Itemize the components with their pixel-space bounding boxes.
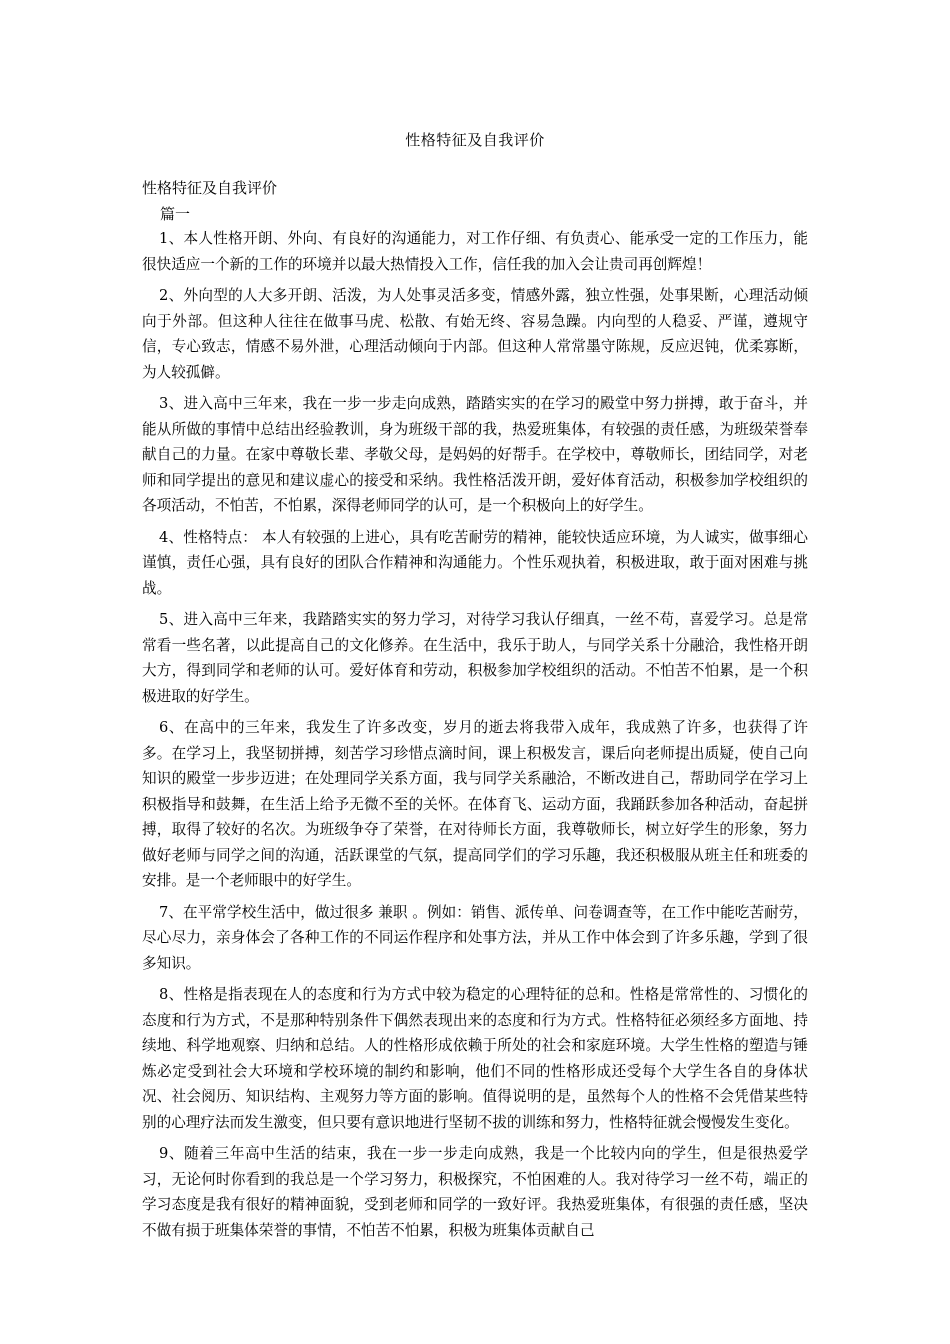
document-title: 性格特征及自我评价 (405, 131, 545, 149)
paragraph-9: 9、随着三年高中生活的结束，我在一步一步走向成熟，我是一个比较内向的学生，但是很热爱学习，无论何时你看到的我总是一个学习努力，积极探究，不怕困难的人。我对待学习一丝不苟，端正的学习态度是我有很好的精神面貌，受到老师和同学的一致好评。我热爱班集体，有很强的责任感，坚决不做有损于班集体荣誉的事情，不怕苦不怕累，积极为班集体贡献自己 (142, 1145, 808, 1239)
paragraph-8: 8、性格是指表现在人的态度和行为方式中较为稳定的心理特征的总和。性格是常常性的、习惯化的态度和行为方式，不是那种特别条件下偶然表现出来的态度和行为方式。性格特征必须经多方面地、持续地、科学地观察、归纳和总结。人的性格形成依赖于所处的社会和家庭环境。大学生性格的塑造与锤炼必定受到社会大环境和学校环境的制约和影响，他们不同的性格形成还受每个大学生各自的身体状况、社会阅历、知识结构、主观努力等方面的影响。值得说明的是，虽然每个人的性格不会凭借某些特别的心理疗法而发生激变，但只要有意识地进行坚韧不拔的训练和努力，性格特征就会慢慢发生变化。 (142, 986, 808, 1131)
paragraph-6: 6、在高中的三年来，我发生了许多改变，岁月的逝去将我带入成年，我成熟了许多，也获得了许多。在学习上，我坚韧拼搏，刻苦学习珍惜点滴时间，课上积极发言，课后向老师提出质疑，使自己向知识的殿堂一步步迈进；在处理同学关系方面，我与同学关系融洽，不断改进自己，帮助同学在学习上积极指导和鼓舞，在生活上给予无微不至的关怀。在体育飞、运动方面，我踊跃参加各种活动，奋起拼搏，取得了较好的名次。为班级争夺了荣誉，在对待师长方面，我尊敬师长，树立好学生的形象，努力做好老师与同学之间的沟通，活跃课堂的气氛，提高同学们的学习乐趣，我还积极服从班主任和班委的安排。是一个老师眼中的好学生。 (142, 719, 808, 889)
section-label: 篇一 (160, 205, 191, 223)
paragraph-2: 2、外向型的人大多开朗、活泼，为人处事灵活多变，情感外露，独立性强，处事果断，心理活动倾向于外部。但这种人往往在做事马虎、松散、有始无终、容易急躁。内向型的人稳妥、严谨，遵规守信，专心致志，情感不易外泄，心理活动倾向于内部。但这种人常常墨守陈规，反应迟钝，优柔寡断，为人较孤僻。 (142, 287, 808, 381)
paragraph-1: 1、本人性格开朗、外向、有良好的沟通能力，对工作仔细、有负责心、能承受一定的工作压力，能很快适应一个新的工作的环境并以最大热情投入工作，信任我的加入会让贵司再创辉煌！ (142, 230, 808, 273)
paragraph-4: 4、性格特点： 本人有较强的上进心，具有吃苦耐劳的精神，能较快适应环境，为人诚实，做事细心谨慎，责任心强，具有良好的团队合作精神和沟通能力。个性乐观执着，积极进取，敢于面对困难与挑战。 (142, 528, 808, 597)
paragraph-3: 3、进入高中三年来，我在一步一步走向成熟，踏踏实实的在学习的殿堂中努力拼搏，敢于奋斗，并能从所做的事情中总结出经验教训，身为班级干部的我，热爱班集体，有较强的责任感，为班级荣誉奉献自己的力量。在家中尊敬长辈、孝敬父母，是妈妈的好帮手。在学校中，尊敬师长，团结同学，对老师和同学提出的意见和建议虚心的接受和采纳。我性格活泼开朗，爱好体育活动，积极参加学校组织的各项活动，不怕苦，不怕累，深得老师同学的认可，是一个积极向上的好学生。 (142, 395, 808, 514)
document-subtitle: 性格特征及自我评价 (142, 179, 278, 197)
paragraph-5: 5、进入高中三年来，我踏踏实实的努力学习，对待学习我认仔细真，一丝不苟，喜爱学习。总是常常看一些名著，以此提高自己的文化修养。在生活中，我乐于助人，与同学关系十分融洽，我性格开朗大方，得到同学和老师的认可。爱好体育和劳动，积极参加学校组织的活动。不怕苦不怕累，是一个积极进取的好学生。 (142, 611, 808, 705)
paragraph-7: 7、在平常学校生活中，做过很多 兼职 。例如：销售、派传单、问卷调查等，在工作中能吃苦耐劳，尽心尽力，亲身体会了各种工作的不同运作程序和处事方法，并从工作中体会到了许多乐趣，学到了很多知识。 (142, 903, 808, 972)
document-body (142, 226, 808, 1249)
